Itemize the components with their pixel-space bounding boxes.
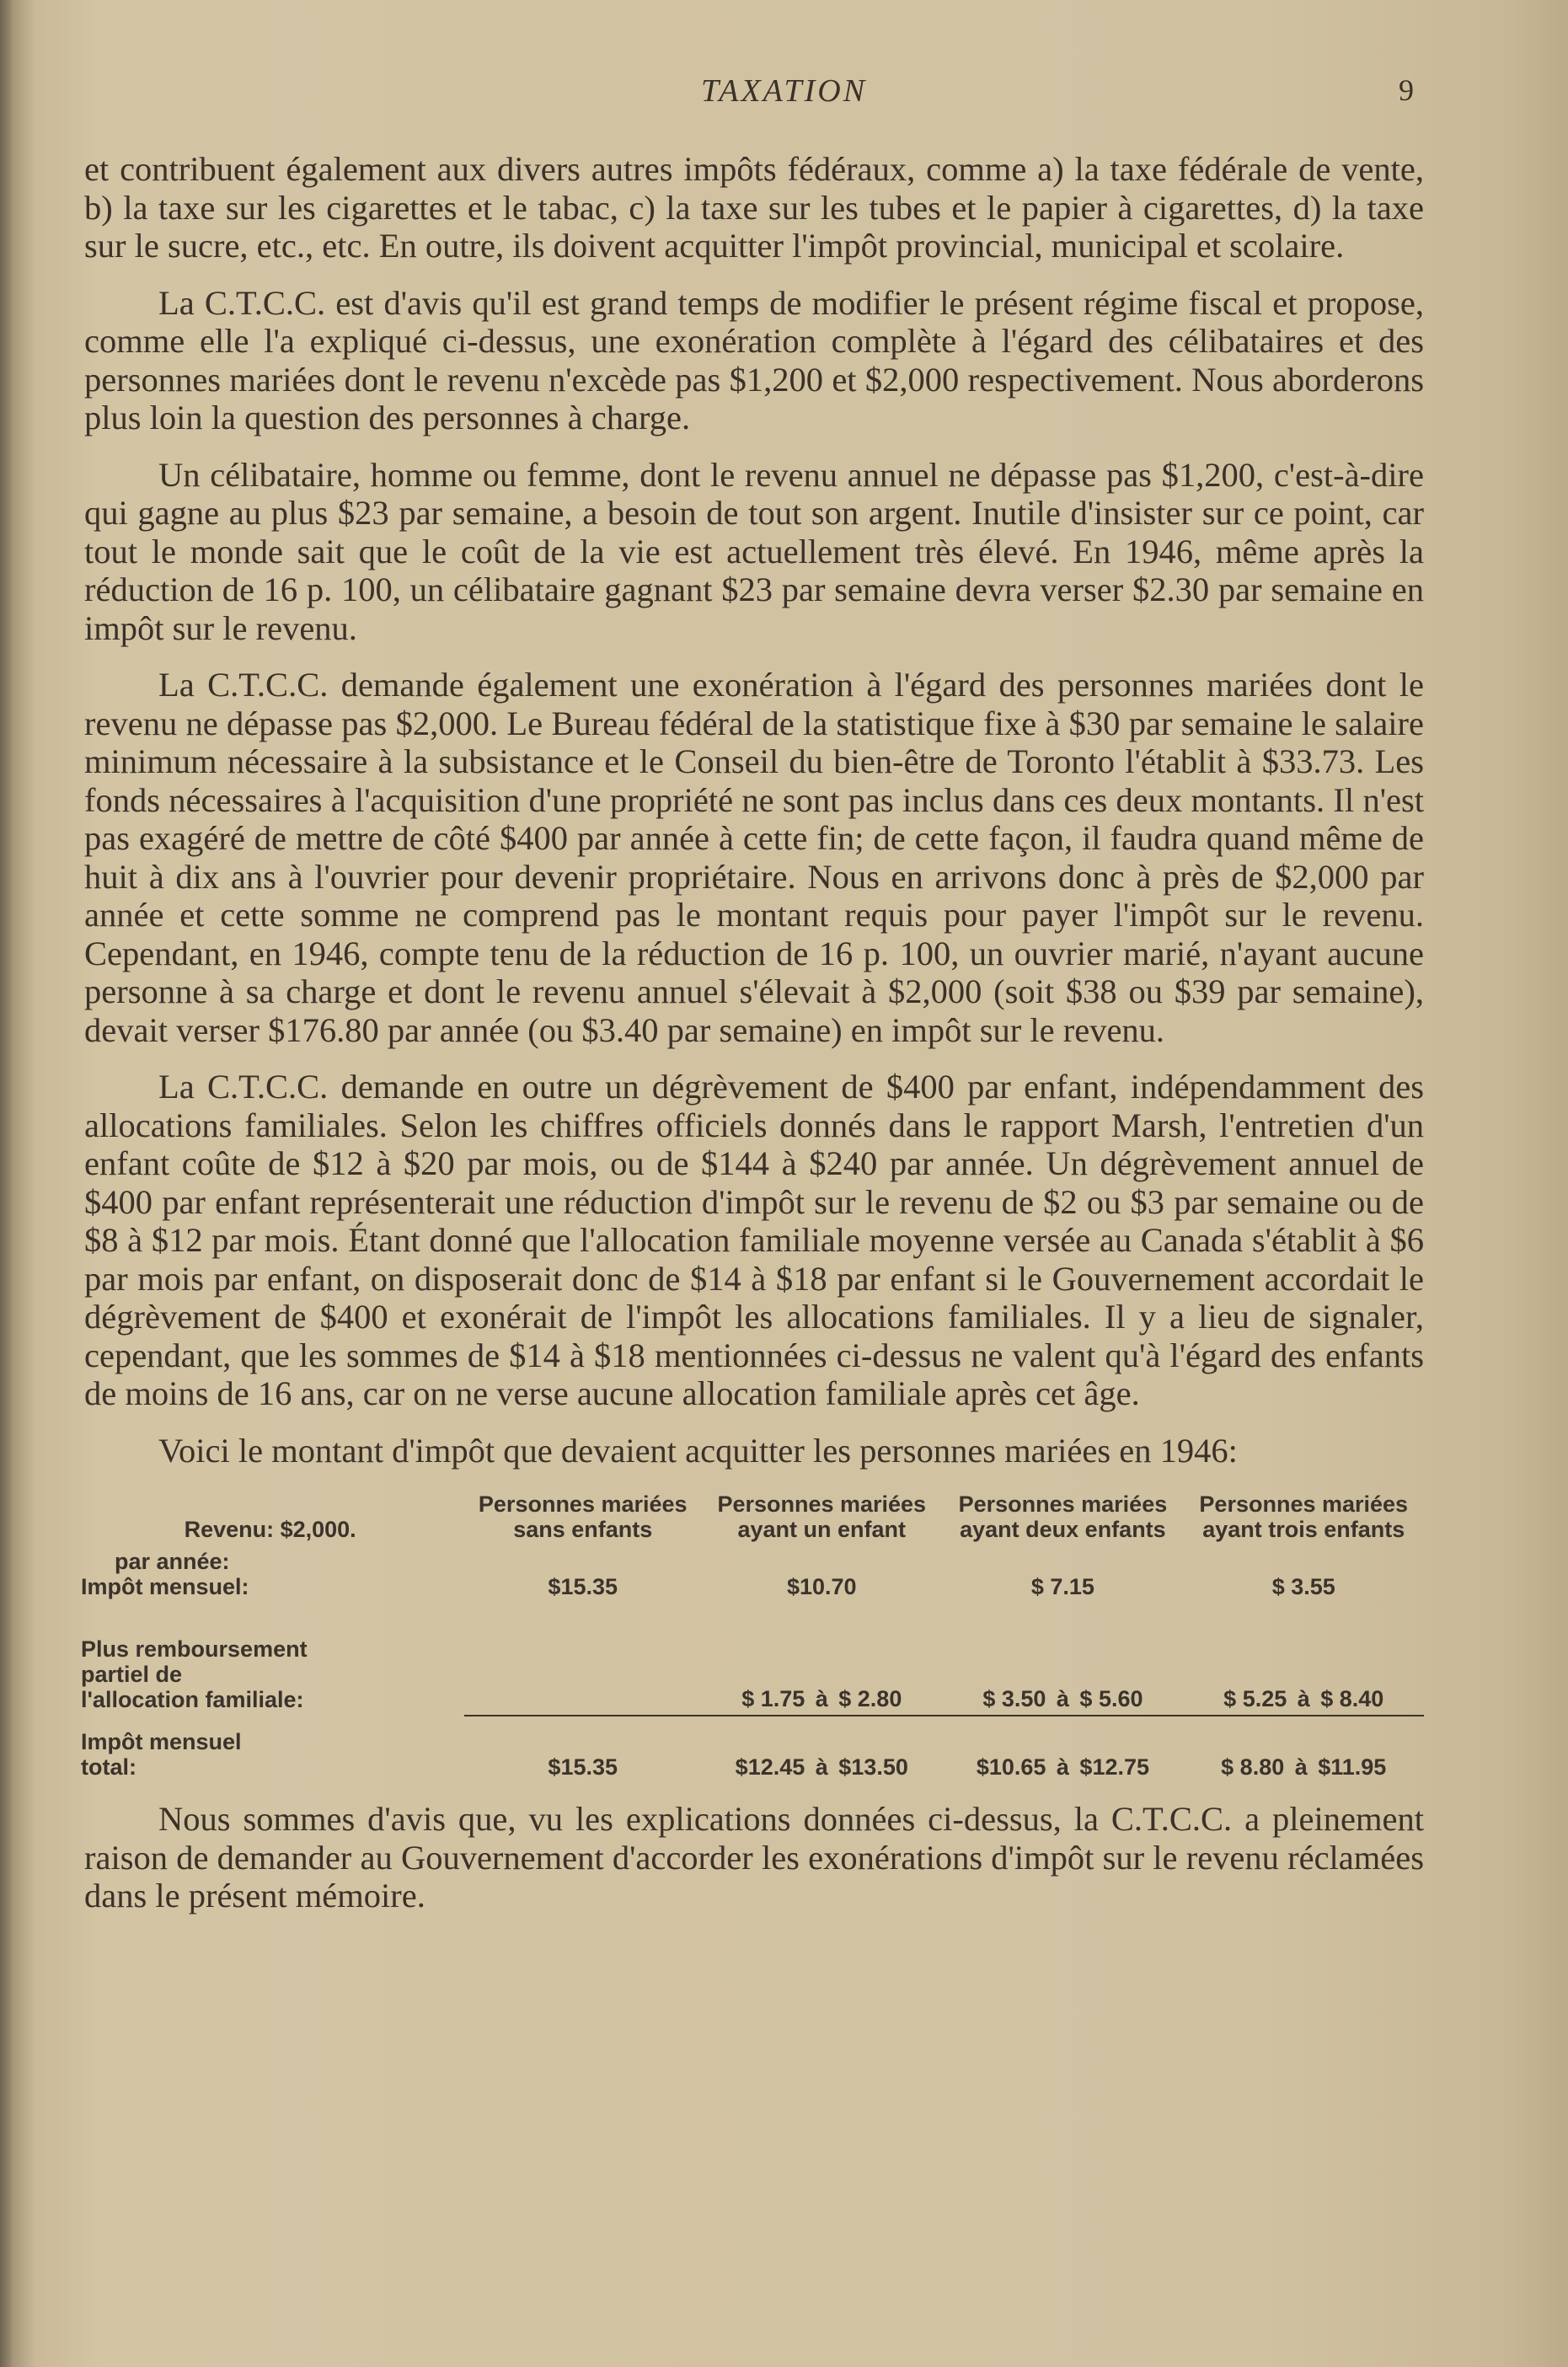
paragraph-3: Un célibataire, homme ou femme, dont le revenu annuel ne dépasse pas $1,200, c'est-à-dire qui gagne au plus $23 par semaine, a besoin de tout son argent. Inutile d'insister sur ce point, car tout le monde sait que le coût de la vie est actuellement très élevé. En 1946, même après la réduction de 16 p. 100, un célibataire gagnant $23 par semaine devra verser $2.30 par semaine en impôt sur le revenu. bbox=[84, 455, 1424, 647]
refund-label-line-3: l'allocation familiale: bbox=[81, 1687, 304, 1712]
refund-one-child bbox=[701, 1633, 942, 1716]
refund-three-children bbox=[1184, 1633, 1425, 1716]
column-header-one-child: Personnes mariées ayant un enfant bbox=[717, 1491, 927, 1542]
range-to: $12.75 bbox=[1079, 1754, 1150, 1780]
column-header-two-children: Personnes mariées ayant deux enfants bbox=[958, 1491, 1168, 1542]
total-three-children bbox=[1184, 1716, 1425, 1783]
range-to: $11.95 bbox=[1318, 1754, 1387, 1780]
page-body bbox=[81, 150, 1424, 1934]
book-spine-shadow bbox=[0, 0, 12, 2367]
range-sep: à bbox=[1297, 1686, 1310, 1711]
monthly-label-line-1: par année: bbox=[115, 1549, 230, 1574]
column-header-three-children: Personnes mariées ayant trois enfants bbox=[1199, 1491, 1409, 1542]
row-label-total bbox=[76, 1716, 464, 1783]
range-sep: à bbox=[1056, 1754, 1069, 1780]
table-row bbox=[76, 1716, 1424, 1783]
range-to: $ 8.40 bbox=[1320, 1686, 1384, 1711]
page-number: 9 bbox=[1399, 73, 1414, 107]
revenu-label: Revenu: $2,000. bbox=[184, 1517, 356, 1542]
refund-two-children bbox=[942, 1633, 1183, 1716]
monthly-one-child: $10.70 bbox=[786, 1574, 857, 1599]
range-sep: à bbox=[1056, 1686, 1069, 1711]
range-sep: à bbox=[1294, 1754, 1308, 1780]
paragraph-4: La C.T.C.C. demande également une exonération à l'égard des personnes mariées dont le revenu ne dépasse pas $2,000. Le Bureau fédéral de la statistique fixe à $30 par semaine le salaire minimum nécessaire à la subsistance et le Conseil du bien-être de Toronto l'établit à $33.73. Les fonds nécessaires à l'acquisition d'une propriété ne sont pas inclus dans ces deux montants. Il n'est pas exagéré de mettre de côté $400 par année à cette fin; de cette façon, il faudra quand même de huit à dix ans à l'ouvrier pour devenir propriétaire. Nous en arrivons donc à près de $2,000 par année et cette somme ne comprend pas le montant requis pour payer l'impôt sur le revenu. Cependant, en 1946, compte tenu de la réduction de 16 p. 100, un ouvrier marié, n'ayant aucune personne à sa charge et dont le revenu annuel s'élevait à $2,000 (soit $38 ou $39 par semaine), devait verser $176.80 par année (ou $3.40 par semaine) en impôt sur le revenu. bbox=[84, 666, 1424, 1049]
range-sep: à bbox=[815, 1754, 828, 1780]
total-label-line-2: total: bbox=[81, 1754, 136, 1780]
range-from: $10.65 bbox=[976, 1754, 1046, 1780]
table-spacer bbox=[76, 1603, 1424, 1633]
tax-table bbox=[76, 1488, 1424, 1783]
closing-paragraph: Nous sommes d'avis que, vu les explications données ci-dessus, la C.T.C.C. a pleinement raison de demander au Gouvernement d'accorder les exonérations d'impôt sur le revenu réclamées dans le présent mémoire. bbox=[84, 1800, 1424, 1914]
row-label-refund bbox=[76, 1633, 464, 1716]
range-sep: à bbox=[815, 1686, 828, 1711]
total-no-children: $15.35 bbox=[548, 1754, 618, 1780]
range-from: $12.45 bbox=[735, 1754, 805, 1780]
range-from: $ 1.75 bbox=[741, 1686, 805, 1711]
running-title: TAXATION bbox=[700, 73, 868, 109]
refund-no-children bbox=[464, 1633, 701, 1716]
paragraph-6: Voici le montant d'impôt que devaient acquitter les personnes mariées en 1946: bbox=[158, 1431, 1238, 1470]
monthly-no-children: $15.35 bbox=[548, 1574, 618, 1599]
page-header bbox=[0, 72, 1568, 115]
table-row bbox=[76, 1633, 1424, 1716]
paragraph-2: La C.T.C.C. est d'avis qu'il est grand temps de modifier le présent régime fiscal et propose, comme elle l'a expliqué ci-dessus, une exonération complète à l'égard des célibataires et des personnes mariées dont le revenu n'excède pas $1,200 et $2,000 respectivement. Nous aborderons plus loin la question des personnes à charge. bbox=[84, 283, 1424, 436]
table-row bbox=[76, 1545, 1424, 1603]
range-from: $ 5.25 bbox=[1223, 1686, 1287, 1711]
range-from: $ 8.80 bbox=[1221, 1754, 1285, 1780]
row-label-monthly bbox=[76, 1545, 464, 1603]
range-to: $13.50 bbox=[838, 1754, 908, 1780]
table-header-row bbox=[76, 1488, 1424, 1545]
range-from: $ 3.50 bbox=[982, 1686, 1046, 1711]
row-label-revenu bbox=[76, 1488, 464, 1545]
monthly-label-line-2: Impôt mensuel: bbox=[81, 1574, 249, 1599]
column-header-no-children: Personnes mariées sans enfants bbox=[478, 1491, 688, 1542]
total-two-children bbox=[942, 1716, 1183, 1783]
refund-label-line-1: Plus remboursement bbox=[81, 1636, 308, 1662]
refund-label-line-2: partiel de bbox=[81, 1662, 183, 1687]
monthly-three-children: $ 3.55 bbox=[1271, 1574, 1335, 1599]
paragraph-5: La C.T.C.C. demande en outre un dégrèvement de $400 par enfant, indépendamment des allocations familiales. Selon les chiffres officiels donnés dans le rapport Marsh, l'entretien d'un enfant coûte de $12 à $20 par mois, ou de $144 à $240 par année. Un dégrèvement annuel de $400 par enfant représenterait une réduction d'impôt sur le revenu de $2 ou $3 par semaine ou de $8 à $12 par mois. Étant donné que l'allocation familiale moyenne versée au Canada s'établit à $6 par mois par enfant, on disposerait donc de $14 à $18 par enfant si le Gouvernement accordait le dégrèvement de $400 et exonérait de l'impôt les allocations familiales. Il y a lieu de signaler, cependant, que les sommes de $14 à $18 mentionnées ci-dessus ne valent qu'à l'égard des enfants de moins de 16 ans, car on ne verse aucune allocation familiale après cet âge. bbox=[84, 1068, 1424, 1412]
range-to: $ 2.80 bbox=[838, 1686, 902, 1711]
range-to: $ 5.60 bbox=[1079, 1686, 1143, 1711]
paragraph-1: et contribuent également aux divers autres impôts fédéraux, comme a) la taxe fédérale de vente, b) la taxe sur les cigarettes et le tabac, c) la taxe sur les tubes et le papier à cigarettes, d) la taxe sur le sucre, etc., etc. En outre, ils doivent acquitter l'impôt provincial, municipal et scolaire. bbox=[84, 150, 1424, 265]
total-one-child bbox=[701, 1716, 942, 1783]
monthly-two-children: $ 7.15 bbox=[1030, 1574, 1094, 1599]
total-label-line-1: Impôt mensuel bbox=[81, 1729, 242, 1754]
